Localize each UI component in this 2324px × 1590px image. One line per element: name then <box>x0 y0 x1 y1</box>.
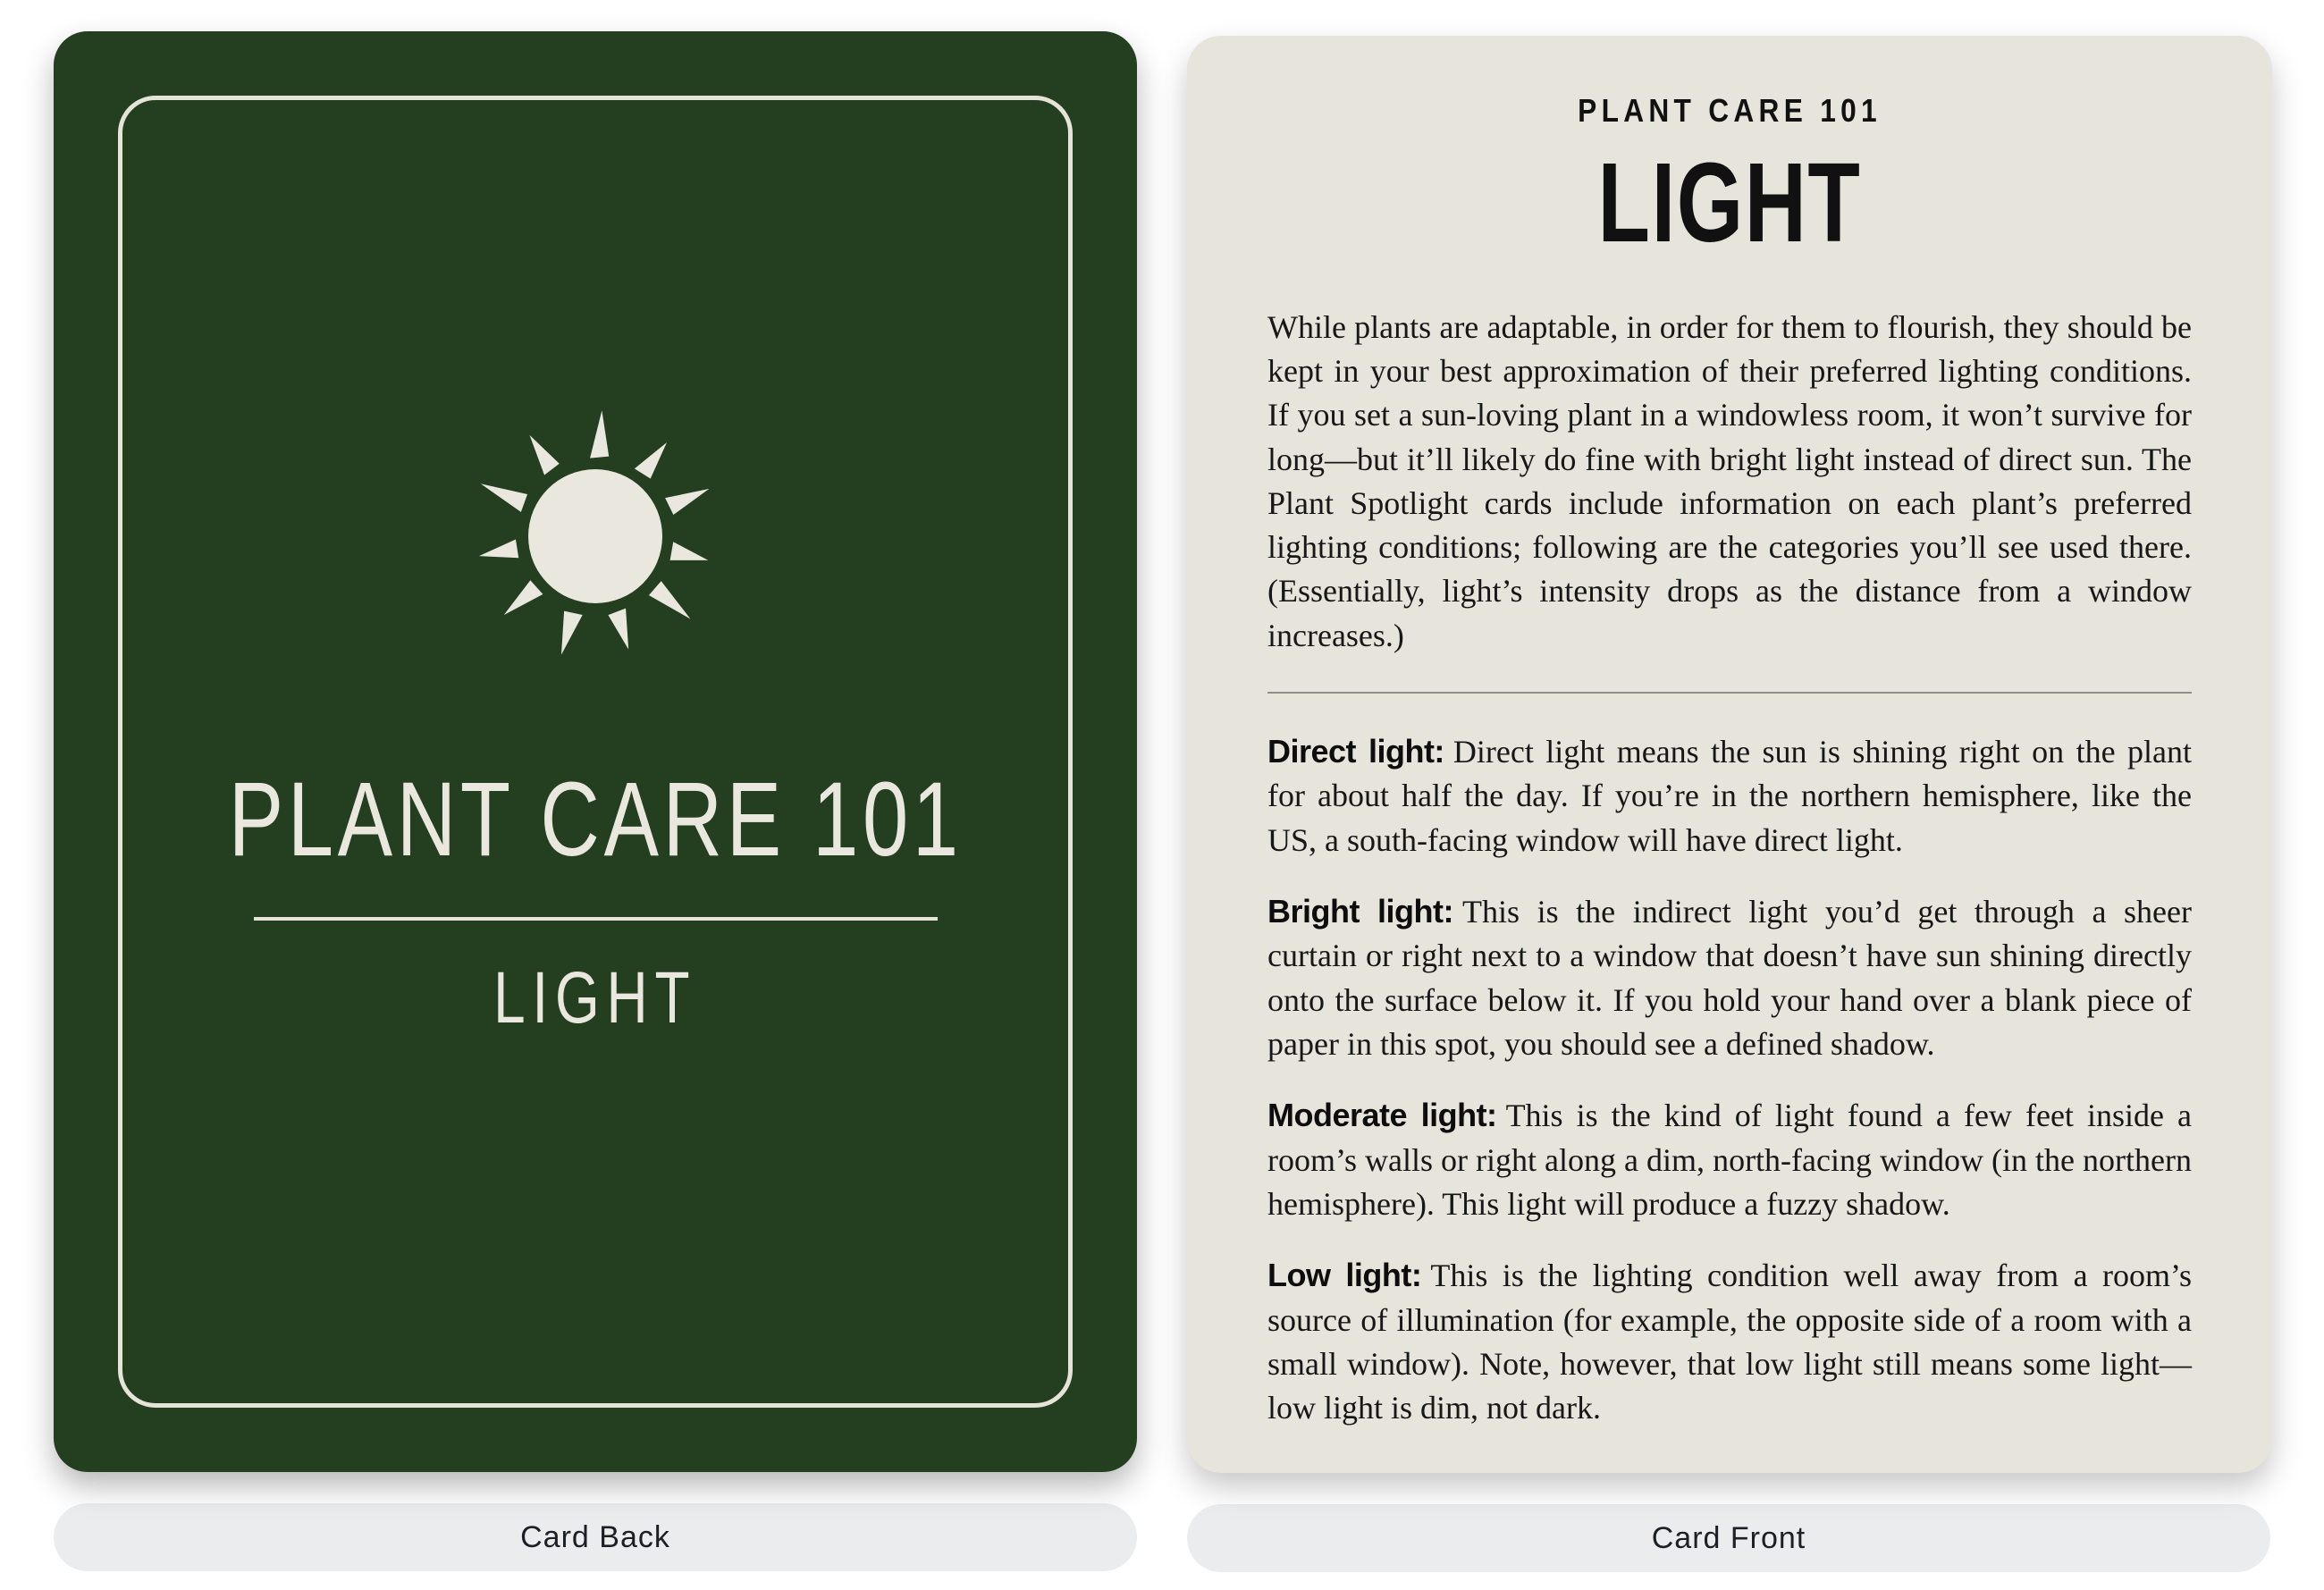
card-back-border <box>118 96 1073 1408</box>
card-front-label-button[interactable] <box>1187 1504 2270 1572</box>
intro-paragraph: While plants are adaptable, in order for them to flourish, they should be kept in your best approximation of their preferred lighting conditions. If you set a sun-loving plant in a windowless room, it won’t survive for long—but it’ll likely do fine with bright light instead of direct sun. The Plant Spotlight cards include information on each plant’s preferred lighting conditions; following are the categories you’ll see used there. (Essentially, light’s intensity drops as the distance from a window increases.) <box>1267 308 2192 653</box>
category-term: Direct light: <box>1267 733 1444 770</box>
card-back-column <box>54 31 1137 1571</box>
card-back-label-button[interactable] <box>54 1503 1137 1571</box>
category-body: This is the indirect light you’d get through a sheer curtain or right next to a window that doesn’t have sun shining directly onto the surface below it. If you hold your hand over a blank piece of paper in this spot, you should see a defined shadow. <box>1267 894 2192 1062</box>
card-back-label: Card Back <box>520 1519 670 1554</box>
card-front-label: Card Front <box>1651 1520 1806 1555</box>
category-term: Moderate light: <box>1267 1097 1497 1134</box>
card-back-divider <box>254 917 938 921</box>
light-category-direct <box>1267 729 2192 862</box>
card-front-title: LIGHT <box>1597 139 1862 265</box>
light-category-bright <box>1267 889 2192 1066</box>
light-category-moderate <box>1267 1093 2192 1226</box>
card-front-column <box>1187 36 2272 1572</box>
card-back-subtitle: LIGHT <box>493 957 697 1039</box>
card-back <box>54 31 1137 1472</box>
card-front <box>1187 36 2272 1473</box>
category-term: Bright light: <box>1267 893 1454 930</box>
category-body: This is the kind of light found a few feet inside a room’s walls or right along a dim, north-facing window (in the northern hemisphere). This light will produce a fuzzy shadow. <box>1267 1098 2193 1222</box>
card-front-eyebrow: PLANT CARE 101 <box>1578 92 1882 129</box>
category-body: Direct light means the sun is shining right on the plant for about half the day. If you’re in the northern hemisphere, like the US, a south-facing window will have direct light. <box>1267 734 2192 858</box>
card-back-title: PLANT CARE 101 <box>228 761 963 879</box>
card-back-title-wrap <box>125 761 1066 879</box>
section-divider <box>1267 692 2192 694</box>
card-front-body <box>1267 306 2192 1431</box>
light-category-low <box>1267 1253 2192 1430</box>
category-term: Low light: <box>1267 1257 1422 1294</box>
category-body: This is the lighting condition well away from a room’s source of illumination (for example, the opposite side of a room with a small window). Note, however, that low light still means some light—low light is dim, not dark. <box>1267 1258 2192 1426</box>
sun-icon <box>461 402 729 670</box>
